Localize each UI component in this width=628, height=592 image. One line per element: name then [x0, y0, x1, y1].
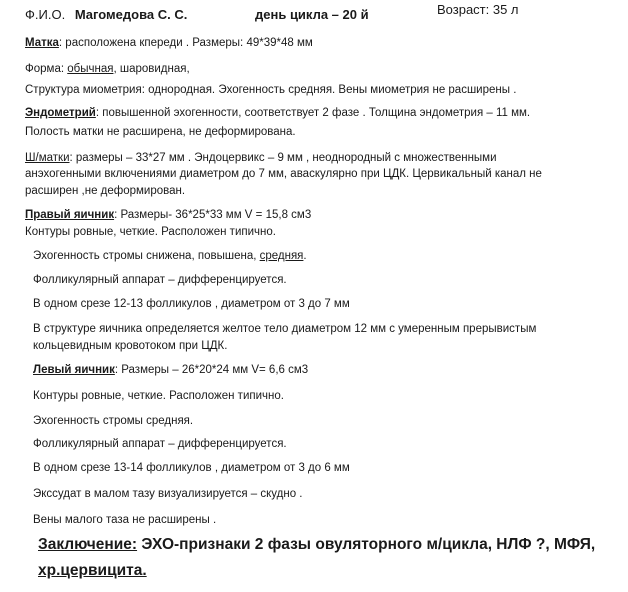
- endometrium-line: [25, 107, 530, 119]
- cervix-line-2: анэхогенными включениями диаметром до 7 мм, аваскулярно при ЦДК. Цервикальный канал не: [25, 168, 542, 180]
- conclusion-label: Заключение:: [38, 536, 138, 553]
- fio-label: Ф.И.О.: [25, 7, 66, 22]
- left-ovary-contours: Контуры ровные, четкие. Расположен типично.: [33, 390, 284, 402]
- right-ovary-contours: Контуры ровные, четкие. Расположен типично.: [25, 226, 276, 238]
- conclusion-line-1: [38, 536, 595, 554]
- cervix-line-1: [25, 152, 497, 164]
- uterus-line: [25, 37, 313, 49]
- uterus-label: Матка: [25, 37, 59, 49]
- right-ovary-line: [25, 209, 311, 221]
- patient-line: [25, 7, 187, 22]
- cervix-label: Ш/матки: [25, 152, 70, 164]
- uterus-size: : расположена кпереди . Размеры: 49*39*48 мм: [58, 37, 313, 49]
- form-value: обычная: [67, 63, 114, 75]
- uterus-form-line: [25, 63, 190, 75]
- corpus-luteum-line-1: В структуре яичника определяется желтое тело диаметром 12 мм с умеренным прерывистым: [33, 323, 537, 335]
- right-ovary-size: : Размеры- 36*25*33 мм V = 15,8 см3: [114, 209, 312, 221]
- left-ovary-follicles: В одном срезе 13-14 фолликулов , диаметром от 3 до 6 мм: [33, 462, 350, 474]
- exudate: Экссудат в малом тазу визуализируется – скудно .: [33, 488, 303, 500]
- conclusion-line-2: [38, 562, 147, 580]
- cycle-day: день цикла – 20 й: [255, 7, 369, 22]
- patient-age: Возраст: 35 л: [437, 2, 519, 17]
- right-ovary-follicular: Фолликулярный аппарат – дифференцируется.: [33, 274, 287, 286]
- stroma-value: средняя: [259, 250, 304, 262]
- cervix-text: : размеры – 33*27 мм . Эндоцервикс – 9 мм , неоднородный с множественными: [69, 152, 497, 164]
- form-rest: , шаровидная,: [113, 63, 190, 75]
- endometrium-label: Эндометрий: [25, 107, 96, 119]
- pelvic-veins: Вены малого таза не расширены .: [33, 514, 217, 526]
- conclusion-text-2: хр.цервицита.: [38, 562, 147, 579]
- left-ovary-size: : Размеры – 26*20*24 мм V= 6,6 см3: [114, 364, 309, 376]
- endometrium-text: : повышенной эхогенности, соответствует 2 фазе . Толщина эндометрия – 11 мм.: [95, 107, 531, 119]
- stroma-prefix: Эхогенность стромы снижена, повышена,: [33, 250, 260, 262]
- conclusion-text: ЭХО-признаки 2 фазы овуляторного м/цикла, НЛФ ?, МФЯ,: [137, 536, 596, 553]
- cervix-line-3: расширен ,не деформирован.: [25, 185, 186, 197]
- patient-name: Магомедова С. С.: [74, 7, 188, 22]
- form-label: Форма:: [25, 63, 65, 75]
- left-ovary-line: [33, 364, 308, 376]
- corpus-luteum-line-2: кольцевидным кровотоком при ЦДК.: [33, 340, 228, 352]
- right-ovary-stroma: [33, 250, 307, 262]
- stroma-suffix: .: [303, 250, 307, 262]
- left-ovary-stroma: Эхогенность стромы средняя.: [33, 415, 194, 427]
- left-ovary-label: Левый яичник: [33, 364, 115, 376]
- right-ovary-follicles: В одном срезе 12-13 фолликулов , диаметром от 3 до 7 мм: [33, 298, 350, 310]
- right-ovary-label: Правый яичник: [25, 209, 115, 221]
- uterine-cavity: Полость матки не расширена, не деформирована.: [25, 126, 296, 138]
- myometrium-structure: Структура миометрия: однородная. Эхогенность средняя. Вены миометрия не расширены .: [25, 84, 517, 96]
- left-ovary-follicular: Фолликулярный аппарат – дифференцируется.: [33, 438, 287, 450]
